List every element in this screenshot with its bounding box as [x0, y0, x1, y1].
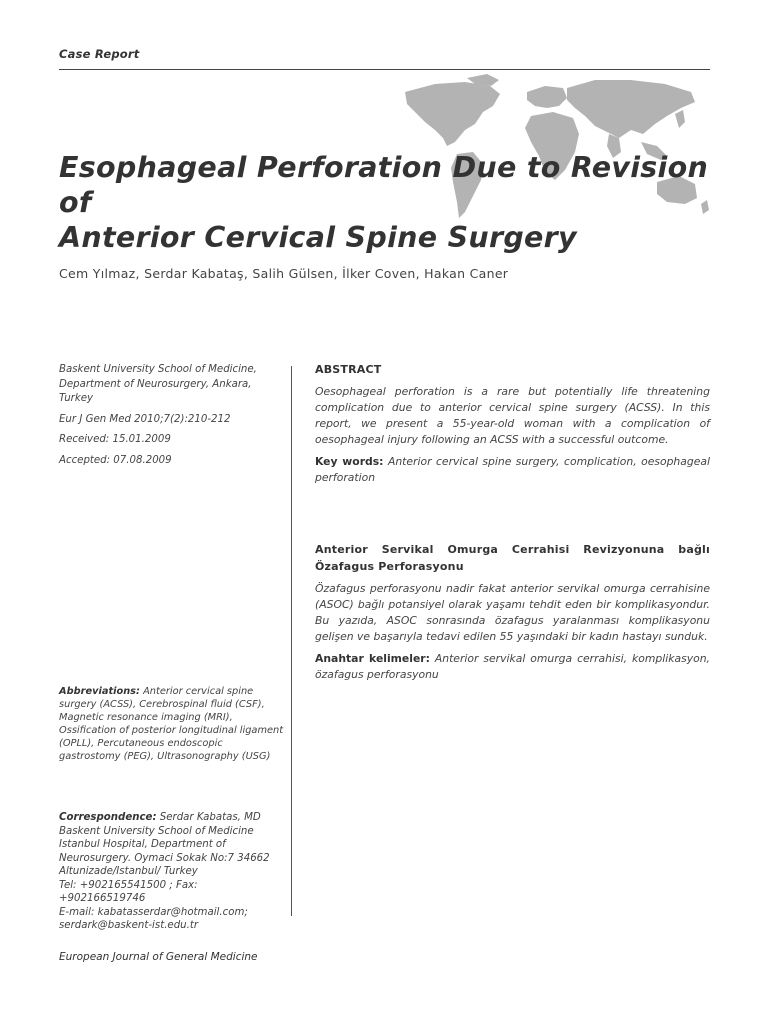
- abstract-heading: ABSTRACT: [315, 363, 382, 376]
- title-line-2: Anterior Cervical Spine Surgery: [59, 221, 577, 254]
- correspondence-line-2: Istanbul Hospital, Department of Neurosurgery. Oymaci Sokak No:7 34662 Altunizade/Istanbul/ Turkey: [59, 839, 270, 877]
- header-rule: [59, 69, 710, 70]
- abbreviations: [59, 685, 287, 763]
- abstract-text: Oesophageal perforation is a rare but potentially life threatening complication due to anterior cervical spine surgery (ACSS). In this report, we present a 55-year-old woman with a complication of oesophageal injury following an ACSS with a successful outcome.: [315, 385, 710, 446]
- correspondence-email-1: E-mail: kabatasserdar@hotmail.com;: [59, 906, 248, 918]
- correspondence-name: Serdar Kabatas, MD: [159, 812, 261, 823]
- abbreviations-label: Abbreviations:: [59, 686, 140, 697]
- abbreviations-text: Anterior cervical spine surgery (ACSS), Cerebrospinal fluid (CSF), Magnetic resonance imaging (MRI), Ossification of posterior longitudinal ligament (OPLL), Percutaneous endoscopic gastrostomy (PEG), Ultrasonography (USG): [59, 686, 284, 762]
- turkish-keywords-label: Anahtar kelimeler:: [315, 652, 430, 665]
- correspondence: [59, 811, 287, 933]
- correspondence-label: Correspondence:: [59, 812, 157, 823]
- article-info: [59, 363, 287, 468]
- affiliation: Baskent University School of Medicine, Department of Neurosurgery, Ankara, Turkey: [59, 364, 257, 404]
- turkish-keywords-text: Anterior servikal omurga cerrahisi, komplikasyon, özafagus perforasyonu: [315, 652, 710, 681]
- turkish-text: Özafagus perforasyonu nadir fakat anterior servikal omurga cerrahisine (ASOC) bağlı potansiyel olarak yaşamı tehdit eden bir komplikasyondur. Bu yazıda, ASOC sonrasında özafagus yaralanması komplikasyonu gelişen ve başarıyla tedavi edilen 55 yaşındaki bir kadın hastayı sunduk.: [315, 582, 710, 643]
- keywords-text: Anterior cervical spine surgery, complication, oesophageal perforation: [315, 455, 710, 484]
- turkish-abstract-section: [315, 541, 710, 683]
- author-list: Cem Yılmaz, Serdar Kabataş, Salih Gülsen, İlker Coven, Hakan Caner: [59, 266, 509, 281]
- journal-footer: European Journal of General Medicine: [59, 951, 258, 963]
- column-divider: [291, 366, 292, 916]
- correspondence-line-1: Baskent University School of Medicine: [59, 825, 254, 837]
- section-label: Case Report: [59, 47, 140, 61]
- keywords-label: Key words:: [315, 455, 384, 468]
- turkish-heading: Anterior Servikal Omurga Cerrahisi Revizyonuna bağlı Özafagus Perforasyonu: [315, 543, 710, 573]
- citation: Eur J Gen Med 2010;7(2):210-212: [59, 413, 231, 425]
- abstract-section: [315, 362, 710, 486]
- correspondence-phone: Tel: +902165541500 ; Fax: +902166519746: [59, 879, 198, 904]
- title-line-1: Esophageal Perforation Due to Revision of: [59, 151, 709, 219]
- accepted-date: Accepted: 07.08.2009: [59, 454, 172, 466]
- correspondence-email-2: serdark@baskent-ist.edu.tr: [59, 920, 199, 931]
- article-title: [59, 150, 719, 255]
- received-date: Received: 15.01.2009: [59, 434, 171, 445]
